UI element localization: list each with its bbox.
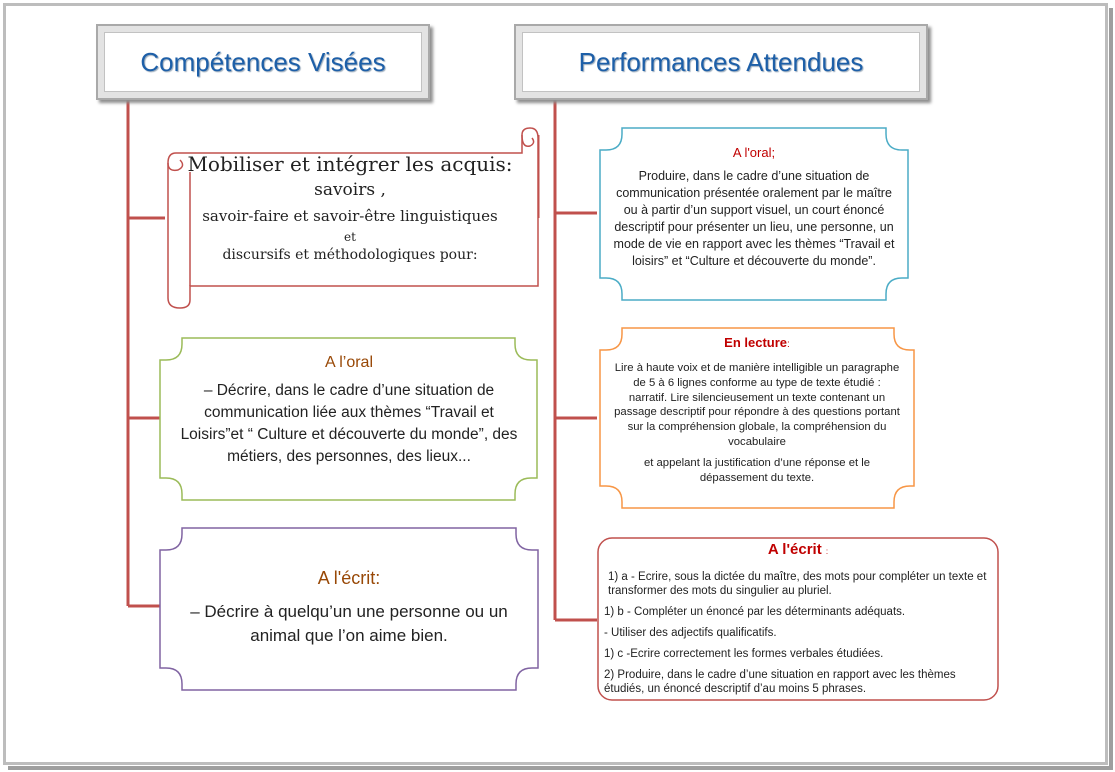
right-oral-box — [612, 144, 896, 270]
left-ecrit-box — [176, 566, 522, 648]
scroll-line-1: Mobiliser et intégrer les acquis: — [187, 152, 513, 176]
right-ecrit-item-1: 1) a - Ecrire, sous la dictée du maître, des mots pour compléter un texte et transformer des mots du singulier au pluriel. — [608, 571, 987, 597]
scroll-line-2: savoirs , — [314, 180, 386, 200]
right-ecrit-item-2: 1) b - Compléter un énoncé par les déterminants adéquats. — [604, 606, 906, 618]
right-lecture-title-colon: : — [787, 339, 790, 350]
scroll-line-4: et — [344, 230, 356, 244]
header-competences-title: Compétences Visées — [140, 46, 386, 77]
scroll-text — [170, 150, 530, 266]
right-ecrit-box — [604, 540, 992, 696]
right-ecrit-title-row — [604, 540, 992, 562]
right-lecture-title: En lecture — [724, 335, 788, 350]
right-lecture-body-2: et appelant la justification d’une réponse et le dépassement du texte. — [643, 456, 871, 484]
right-lecture-title-row — [614, 335, 900, 353]
right-oral-title: A l'oral; — [732, 145, 776, 160]
left-oral-title: A l’oral — [324, 354, 374, 371]
right-lecture-box — [614, 335, 900, 485]
right-ecrit-item-5: 2) Produire, dans le cadre d’une situation en rapport avec les thèmes étudiés, un énoncé descriptif d’au moins 5 phrases. — [604, 669, 956, 695]
right-ecrit-title: A l'écrit — [767, 541, 822, 558]
right-ecrit-item-3: - Utiliser des adjectifs qualificatifs. — [604, 627, 777, 639]
header-performances-title: Performances Attendues — [578, 46, 864, 77]
right-ecrit-title-colon: : — [825, 547, 829, 556]
header-performances-inner — [522, 32, 920, 92]
header-competences — [96, 24, 430, 100]
right-ecrit-item-4: 1) c -Ecrire correctement les formes verbales étudiées. — [604, 648, 884, 660]
header-competences-inner — [104, 32, 422, 92]
right-oral-body: Produire, dans le cadre d’une situation de communication présentée oralement par le maître ou à partir d’un support visuel, un court énoncé descriptif pour présenter un lieu, une personne, un mode de vie en rapport avec les thèmes “Travail et loisirs” et “Culture et découverte du monde”. — [613, 169, 895, 268]
left-oral-box — [178, 352, 520, 468]
left-ecrit-title: A l'écrit: — [317, 568, 381, 588]
right-lecture-body-1: Lire à haute voix et de manière intelligible un paragraphe de 5 à 6 lignes conforme au type de texte étudié : narratif. Lire silencieusement un texte contenant un passage descriptif pour répondre à des questions portant sur la compréhension globale, la compréhension du vocabulaire — [614, 362, 900, 448]
scroll-line-5: discursifs et méthodologiques pour: — [222, 247, 478, 263]
scroll-line-3: savoir-faire et savoir-être linguistiques — [202, 207, 498, 225]
left-oral-body: – Décrire, dans le cadre d’une situation de communication liée aux thèmes “Travail et Loisirs”et “ Culture et découverte du monde”, des métiers, des personnes, des lieux... — [180, 382, 518, 465]
left-ecrit-body: – Décrire à quelqu’un une personne ou un animal que l’on aime bien. — [190, 602, 508, 645]
header-performances — [514, 24, 928, 100]
